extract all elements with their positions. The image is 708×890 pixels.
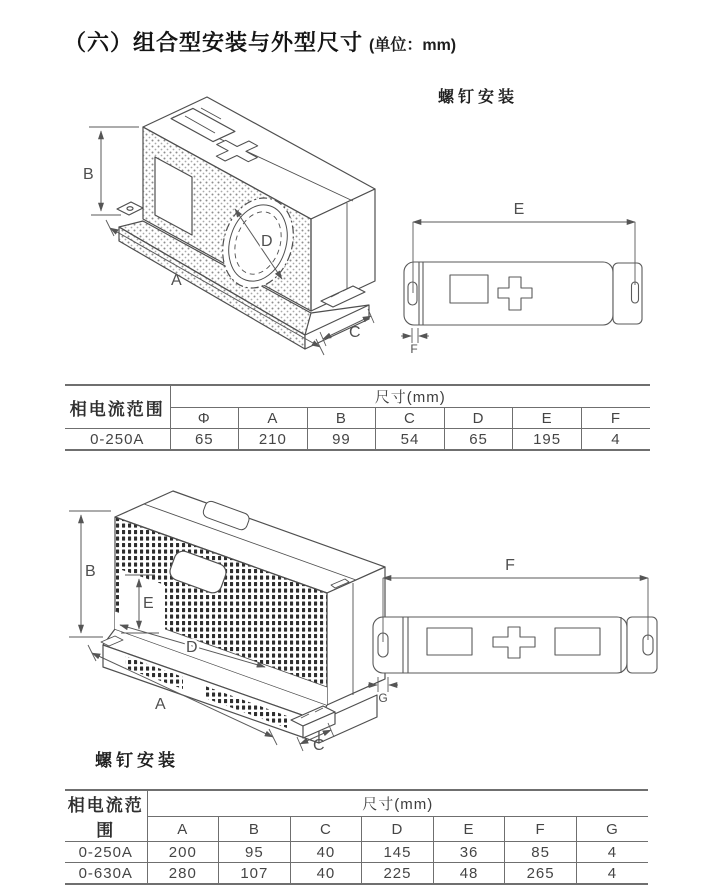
slot-left	[408, 282, 417, 305]
page-title-text: （六）组合型安装与外型尺寸	[64, 30, 364, 55]
col-header: A	[239, 408, 308, 429]
slot-right	[632, 282, 639, 303]
col-header: Φ	[170, 408, 239, 429]
value-cell: 65	[444, 429, 513, 451]
dimension-table-250a-630a	[65, 789, 648, 885]
table-row	[65, 817, 648, 842]
range-cell: 0-250A	[65, 429, 170, 451]
device-body	[117, 97, 375, 349]
value-cell: 210	[239, 429, 308, 451]
device-body	[101, 491, 388, 743]
value-cell: 265	[505, 863, 577, 885]
dim-label-E-bottom: E	[143, 595, 154, 612]
dim-label-B-top: B	[83, 166, 94, 183]
value-cell: 4	[576, 842, 648, 863]
col-header: B	[307, 408, 376, 429]
isometric-device-drawing-top	[55, 85, 400, 365]
value-cell: 48	[433, 863, 505, 885]
value-cell: 54	[376, 429, 445, 451]
mounting-bracket-drawing-bottom	[368, 552, 668, 704]
rect-cutout-right	[555, 628, 600, 655]
dim-label-A-bottom: A	[155, 696, 166, 713]
dim-label-F-bracket2: F	[505, 557, 515, 574]
table1-group-header: 尺寸(mm)	[170, 385, 650, 408]
bracket-outline	[404, 262, 642, 325]
col-header: E	[513, 408, 582, 429]
value-cell: 4	[581, 429, 650, 451]
mounting-bracket-drawing-top	[395, 197, 670, 357]
col-header: D	[444, 408, 513, 429]
dim-label-D-top: D	[261, 233, 273, 250]
value-cell: 225	[362, 863, 434, 885]
rect-cutout	[450, 275, 488, 303]
table-row	[65, 842, 648, 863]
value-cell: 36	[433, 842, 505, 863]
col-header: E	[433, 817, 505, 842]
dim-label-C-bottom: C	[313, 737, 325, 754]
bracket-outline	[373, 617, 657, 673]
table-row	[65, 429, 650, 451]
col-header: F	[505, 817, 577, 842]
value-cell: 85	[505, 842, 577, 863]
value-cell: 99	[307, 429, 376, 451]
col-header: G	[576, 817, 648, 842]
value-cell: 40	[290, 863, 362, 885]
table1-row-header: 相电流范围	[65, 385, 170, 429]
page-title	[64, 26, 456, 57]
value-cell: 200	[147, 842, 219, 863]
col-header: C	[376, 408, 445, 429]
dim-label-F-bracket: F	[410, 342, 418, 356]
mount-type-label-top: 螺钉安装	[438, 89, 519, 106]
col-header: A	[147, 817, 219, 842]
value-cell: 107	[219, 863, 291, 885]
range-cell: 0-630A	[65, 863, 147, 885]
table-row	[65, 863, 648, 885]
value-cell: 40	[290, 842, 362, 863]
col-header: D	[362, 817, 434, 842]
dim-label-E-bracket: E	[513, 201, 525, 218]
left-foot	[117, 202, 143, 215]
dim-label-G-bracket2: G	[378, 691, 388, 705]
table2-row-header: 相电流范围	[65, 790, 147, 842]
col-header: C	[290, 817, 362, 842]
value-cell: 280	[147, 863, 219, 885]
value-cell: 95	[219, 842, 291, 863]
range-cell: 0-250A	[65, 842, 147, 863]
col-header: F	[581, 408, 650, 429]
dim-label-B-bottom: B	[85, 563, 96, 580]
isometric-device-drawing-bottom	[55, 490, 400, 768]
value-cell: 4	[576, 863, 648, 885]
value-cell: 145	[362, 842, 434, 863]
dim-label-C-top: C	[349, 324, 361, 341]
rect-cutout-left	[427, 628, 472, 655]
dim-label-D-bottom: D	[186, 639, 198, 656]
dim-label-A-top: A	[171, 272, 182, 289]
table2-group-header: 尺寸(mm)	[147, 790, 648, 817]
col-header: B	[219, 817, 291, 842]
mount-type-label-bottom: 螺钉安装	[95, 751, 179, 770]
page-title-unit: (单位：mm)	[369, 37, 457, 54]
value-cell: 195	[513, 429, 582, 451]
dimension-table-250a	[65, 384, 650, 451]
value-cell: 65	[170, 429, 239, 451]
